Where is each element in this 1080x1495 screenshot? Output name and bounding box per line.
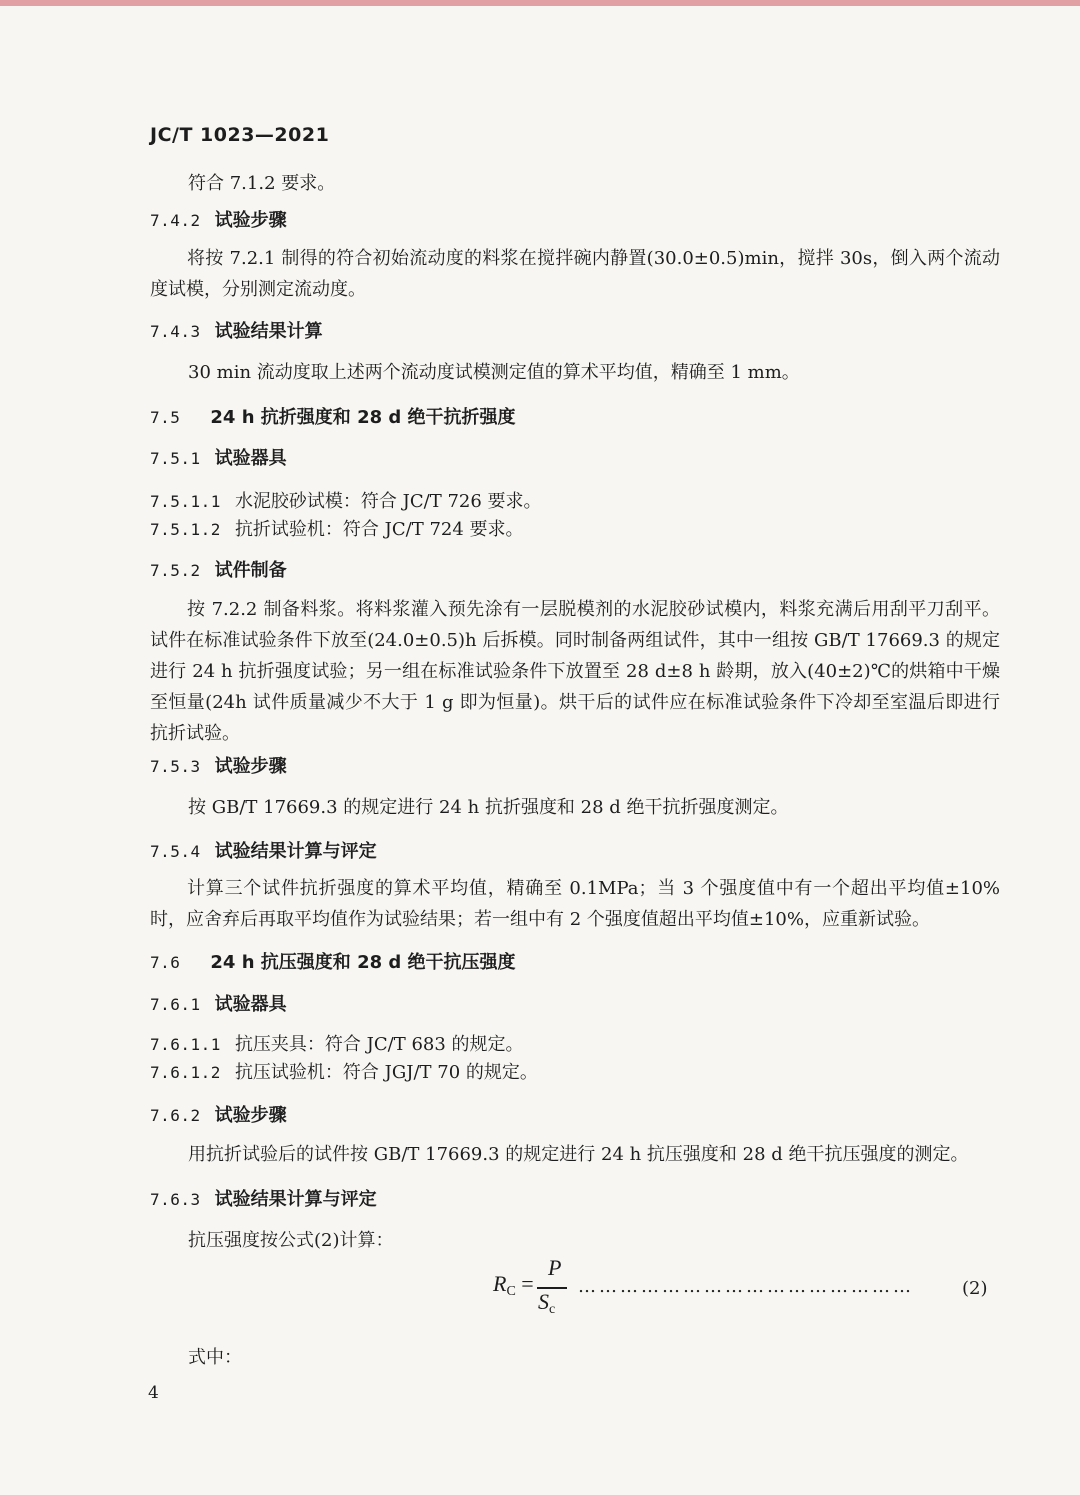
paragraph: 将按 7.2.1 制得的符合初始流动度的料浆在搅拌碗内静置(30.0±0.5)min，搅拌 30s，倒入两个流动度试模，分别测定流动度。 (150, 248, 1000, 300)
list-item: 7.6.1.2 抗压试验机：符合 JGJ/T 70 的规定。 (150, 1062, 538, 1083)
section-heading: 7.5.4 试验结果计算与评定 (150, 841, 377, 862)
section-heading: 7.6 24 h 抗压强度和 28 d 绝干抗压强度 (150, 952, 516, 973)
formula-numerator: P (548, 1255, 562, 1280)
paragraph: 用抗折试验后的试件按 GB/T 17669.3 的规定进行 24 h 抗压强度和 28 d 绝干抗压强度的测定。 (188, 1144, 969, 1165)
section-heading: 7.4.2 试验步骤 (150, 210, 287, 231)
page-top-edge (0, 0, 1080, 6)
list-item: 7.5.1.1 水泥胶砂试模：符合 JC/T 726 要求。 (150, 491, 542, 512)
section-heading: 7.5.2 试件制备 (150, 560, 287, 581)
paragraph: 按 7.2.2 制备料浆。将料浆灌入预先涂有一层脱模剂的水泥胶砂试模内，料浆充满后用刮平刀刮平。试件在标准试验条件下放至(24.0±0.5)h 后拆模。同时制备两组试件，其中一组按 GB/T 17669.3 的规定进行 24 h 抗折强度试验；另一组在标准试验条件下放置至 28 d±8 h 龄期，放入(40±2)℃的烘箱中干燥至恒量(24h 试件质量减少不大于 1 g 即为恒量)。烘干后的试件应在标准试验条件下冷却至室温后即进行抗折试验。 (150, 599, 1000, 744)
section-heading: 7.5 24 h 抗折强度和 28 d 绝干抗折强度 (150, 407, 516, 428)
list-item: 7.5.1.2 抗折试验机：符合 JC/T 724 要求。 (150, 519, 524, 540)
paragraph: 计算三个试件抗折强度的算术平均值，精确至 0.1MPa；当 3 个强度值中有一个超出平均值±10%时，应舍弃后再取平均值作为试验结果；若一组中有 2 个强度值超出平均值±10%，应重新试验。 (150, 878, 1000, 930)
paragraph: 式中： (188, 1347, 242, 1368)
paragraph: 按 GB/T 17669.3 的规定进行 24 h 抗折强度和 28 d 绝干抗折强度测定。 (188, 797, 789, 818)
section-heading: 7.6.1 试验器具 (150, 994, 287, 1015)
section-heading: 7.4.3 试验结果计算 (150, 321, 323, 342)
section-heading: 7.6.3 试验结果计算与评定 (150, 1189, 377, 1210)
paragraph: 符合 7.1.2 要求。 (188, 173, 336, 194)
paragraph: 抗压强度按公式(2)计算： (188, 1230, 394, 1251)
paragraph: 30 min 流动度取上述两个流动度试模测定值的算术平均值，精确至 1 mm。 (188, 362, 800, 383)
section-heading: 7.5.1 试验器具 (150, 448, 287, 469)
list-item: 7.6.1.1 抗压夹具：符合 JC/T 683 的规定。 (150, 1034, 524, 1055)
page-number: 4 (148, 1383, 159, 1403)
formula-lhs: $R_C$ = (493, 1271, 534, 1299)
standard-code-header: JC/T 1023—2021 (150, 124, 330, 146)
formula-denominator: $S_c$ (538, 1289, 556, 1317)
section-heading: 7.6.2 试验步骤 (150, 1105, 287, 1126)
formula-leader-dots: ………………………………………… (578, 1276, 914, 1297)
section-heading: 7.5.3 试验步骤 (150, 756, 287, 777)
formula-number: (2) (962, 1278, 988, 1299)
